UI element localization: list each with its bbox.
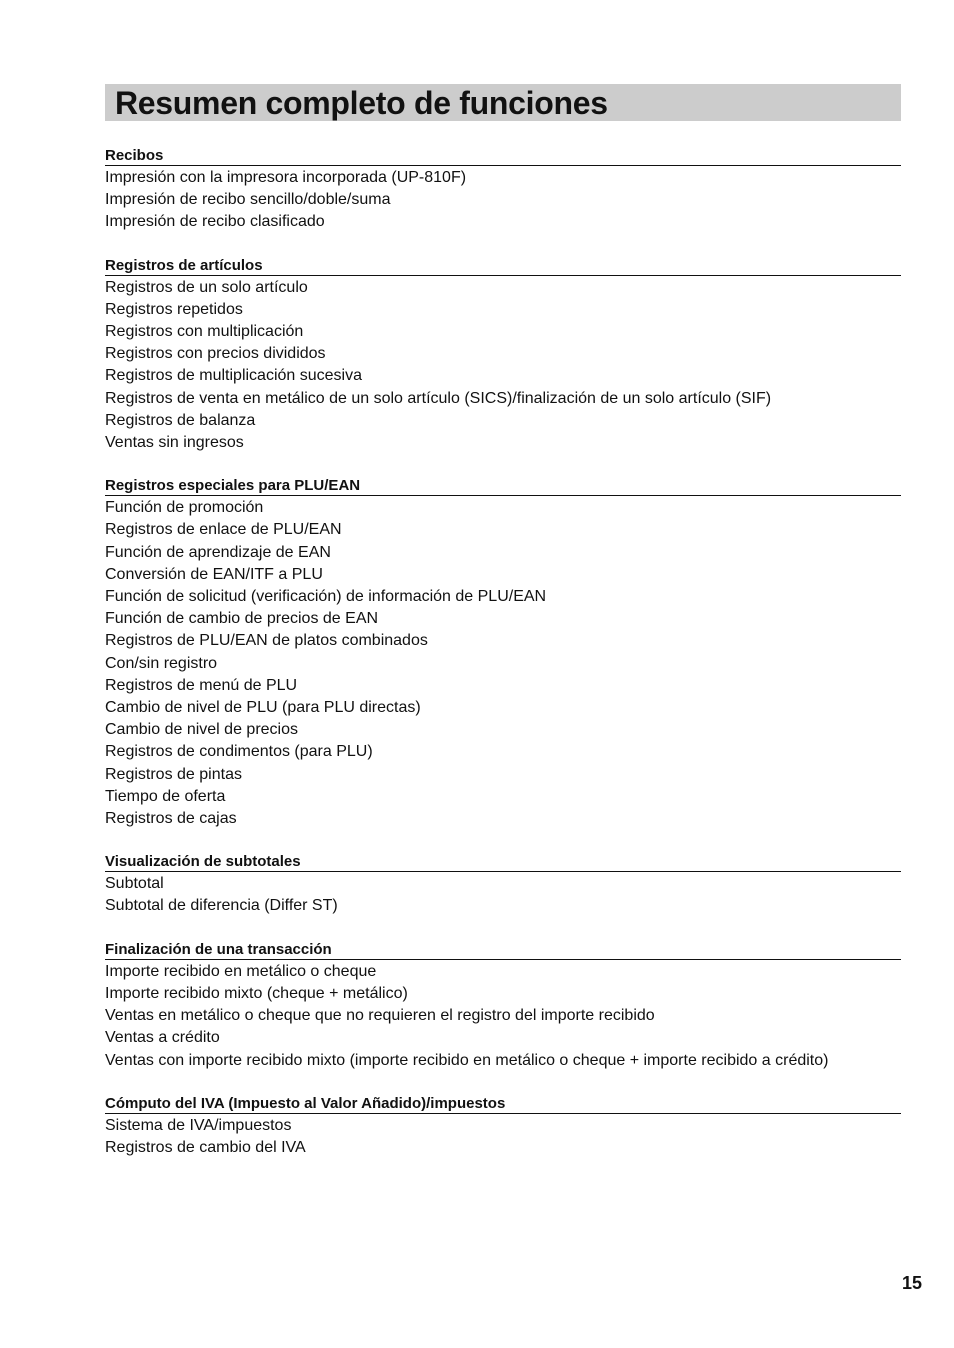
- section-heading: Visualización de subtotales: [105, 852, 901, 872]
- list-item: Registros de enlace de PLU/EAN: [105, 521, 342, 539]
- list-item: Registros de menú de PLU: [105, 676, 298, 694]
- list-item: Importe recibido mixto (cheque + metálico): [105, 984, 408, 1002]
- section: [105, 256, 901, 455]
- list-item: Función de promoción: [105, 499, 264, 517]
- list-item: Cambio de nivel de precios: [105, 721, 298, 739]
- list-item: Registros de pintas: [105, 765, 242, 783]
- list-item: Registros de multiplicación sucesiva: [105, 367, 362, 385]
- section: [105, 940, 901, 1072]
- list-item: Registros con multiplicación: [105, 323, 304, 341]
- list-item: Ventas en metálico o cheque que no requieren el registro del importe recibido: [105, 1007, 655, 1025]
- list-item: Ventas con importe recibido mixto (importe recibido en metálico o cheque + importe recibido a crédito): [105, 1051, 829, 1069]
- list-item: Importe recibido en metálico o cheque: [105, 962, 377, 980]
- section-heading: Finalización de una transacción: [105, 940, 901, 960]
- section-heading: Cómputo del IVA (Impuesto al Valor Añadido)/impuestos: [105, 1094, 901, 1114]
- section: [105, 146, 901, 234]
- list-item: Impresión con la impresora incorporada (UP-810F): [105, 169, 467, 186]
- list-item: Función de solicitud (verificación) de información de PLU/EAN: [105, 588, 547, 606]
- list-item: Conversión de EAN/ITF a PLU: [105, 565, 323, 583]
- feature-list: [105, 873, 901, 917]
- feature-list: [105, 167, 901, 234]
- list-item: Subtotal: [105, 875, 164, 893]
- list-item: Tiempo de oferta: [105, 787, 226, 805]
- list-item: Registros de PLU/EAN de platos combinados: [105, 632, 428, 650]
- feature-list: [105, 497, 901, 830]
- page-number: 15: [901, 1273, 922, 1293]
- list-item: Registros de cajas: [105, 810, 237, 828]
- section: [105, 476, 901, 830]
- section-heading: Registros especiales para PLU/EAN: [105, 476, 901, 496]
- list-item: Con/sin registro: [105, 654, 218, 672]
- list-item: Registros repetidos: [105, 300, 243, 318]
- list-item: Función de aprendizaje de EAN: [105, 543, 331, 561]
- function-summary-content: [105, 146, 901, 1181]
- list-item: Ventas a crédito: [105, 1029, 220, 1047]
- list-item: Ventas sin ingresos: [105, 434, 244, 452]
- list-item: Registros de condimentos (para PLU): [105, 743, 373, 761]
- list-item: Función de cambio de precios de EAN: [105, 610, 379, 628]
- list-item: Sistema de IVA/impuestos: [105, 1116, 292, 1134]
- list-item: Registros de cambio del IVA: [105, 1138, 306, 1156]
- feature-list: [105, 277, 901, 455]
- feature-list: [105, 961, 901, 1072]
- list-item: Impresión de recibo sencillo/doble/suma: [105, 191, 391, 209]
- section-heading: Recibos: [105, 146, 901, 166]
- section: [105, 852, 901, 917]
- list-item: Impresión de recibo clasificado: [105, 213, 325, 231]
- list-item: Cambio de nivel de PLU (para PLU directas): [105, 699, 421, 717]
- list-item: Subtotal de diferencia (Differ ST): [105, 897, 338, 915]
- list-item: Registros con precios divididos: [105, 345, 326, 363]
- list-item: Registros de balanza: [105, 411, 256, 429]
- page-title: Resumen completo de funciones: [115, 84, 608, 121]
- list-item: Registros de venta en metálico de un solo artículo (SICS)/finalización de un solo artículo (SIF): [105, 389, 772, 407]
- section-heading: Registros de artículos: [105, 256, 901, 276]
- feature-list: [105, 1115, 901, 1159]
- section: [105, 1094, 901, 1159]
- list-item: Registros de un solo artículo: [105, 278, 308, 296]
- title-bar: [105, 84, 901, 121]
